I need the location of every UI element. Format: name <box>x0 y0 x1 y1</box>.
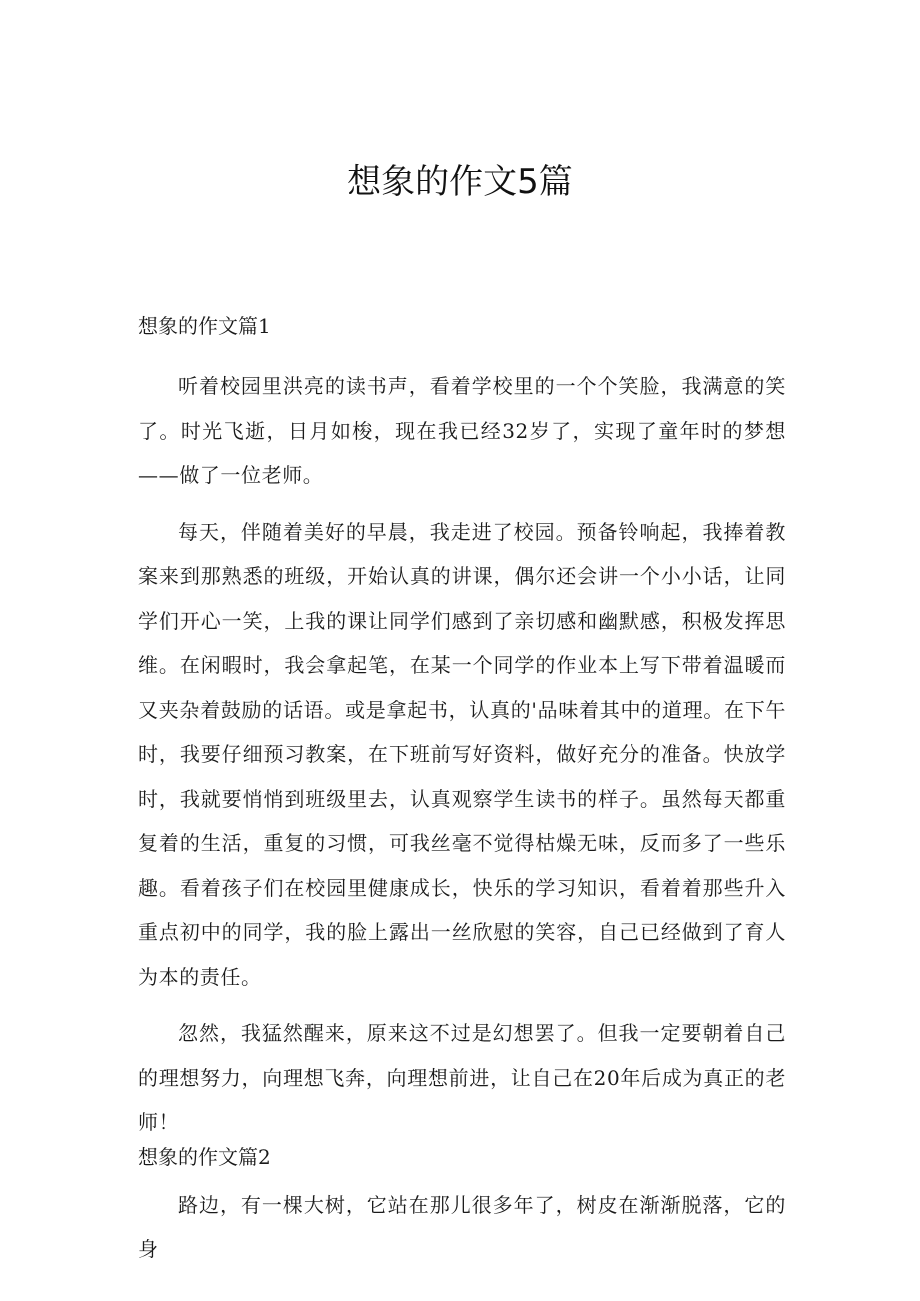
document-body <box>138 306 786 1284</box>
section-heading: 想象的作文篇2 <box>138 1144 271 1169</box>
document-title: 想象的作文5篇 <box>347 162 573 202</box>
section-heading: 想象的作文篇1 <box>138 314 271 338</box>
paragraph: 路边，有一棵大树，它站在那儿很多年了，树皮在渐渐脱落，它的身 <box>138 1192 786 1261</box>
paragraph: 听着校园里洪亮的读书声，看着学校里的一个个笑脸，我满意的笑了。时光飞逝，日月如梭，现在我已经32岁了，实现了童年时的梦想——做了一位老师。 <box>138 374 786 487</box>
paragraph: 每天，伴随着美好的早晨，我走进了校园。预备铃响起，我捧着教案来到那熟悉的班级，开始认真的讲课，偶尔还会讲一个小小话，让同学们开心一笑，上我的课让同学们感到了亲切感和幽默感，积极发挥思维。在闲暇时，我会拿起笔，在某一个同学的作业本上写下带着温暖而又夹杂着鼓励的话语。或是拿起书，认真的'品味着其中的道理。在下午时，我要仔细预习教案，在下班前写好资料，做好充分的准备。快放学时，我就要悄悄到班级里去，认真观察学生读书的样子。虽然每天都重复着的生活，重复的习惯，可我丝毫不觉得枯燥无味，反而多了一些乐趣。看着孩子们在校园里健康成长，快乐的学习知识，看着着那些升入重点初中的同学，我的脸上露出一丝欣慰的笑容，自己已经做到了育人为本的责任。 <box>138 519 786 989</box>
paragraph: 忽然，我猛然醒来，原来这不过是幻想罢了。但我一定要朝着自己的理想努力，向理想飞奔，向理想前进，让自己在20年后成为真正的老师！ <box>138 1021 786 1134</box>
